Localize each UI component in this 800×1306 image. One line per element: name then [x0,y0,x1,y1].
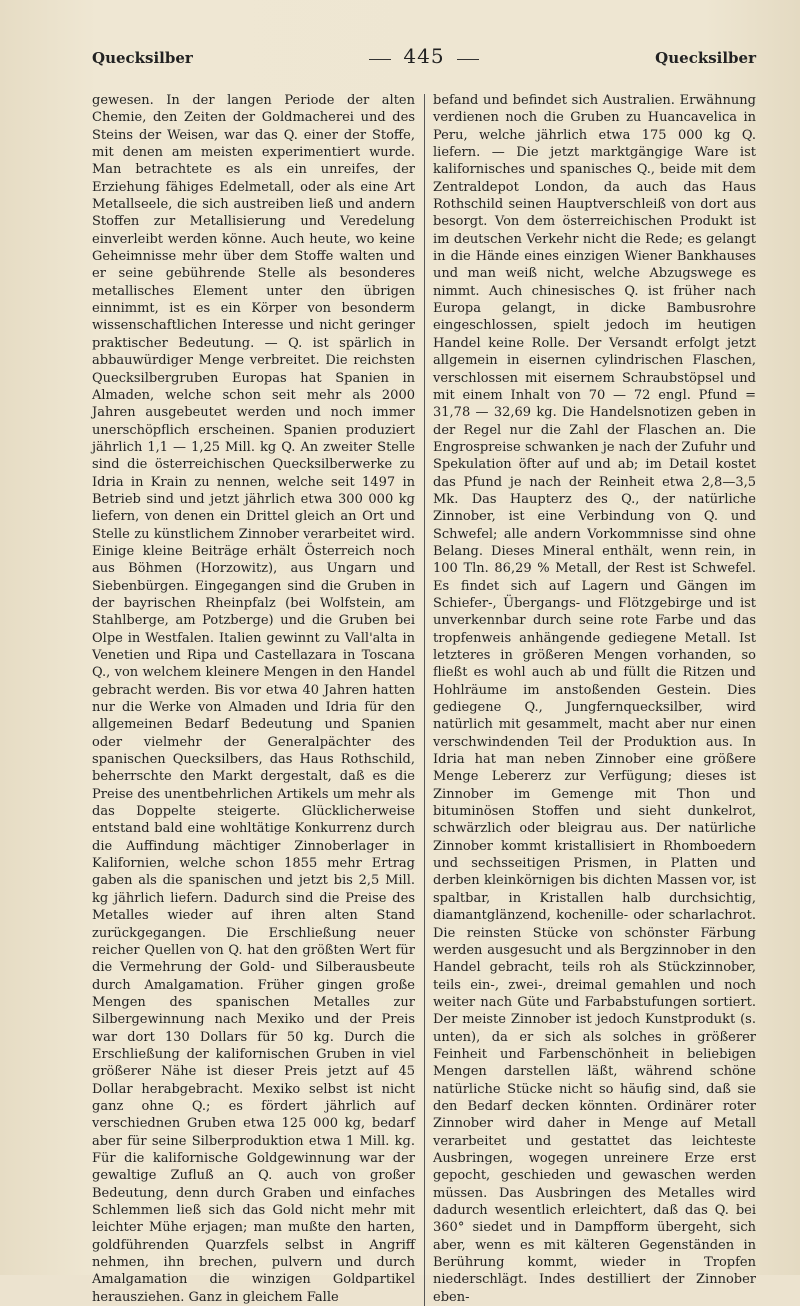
running-header [92,44,756,84]
column-divider [424,94,425,1306]
header-dash-right [457,59,479,60]
header-left-title: Quecksilber [92,49,193,67]
header-dash-left [369,59,391,60]
header-center [357,44,490,68]
left-column [92,92,415,1306]
header-right-title: Quecksilber [655,49,756,67]
text-columns [92,92,756,1306]
left-column-text: gewesen. In der langen Periode der alten Chemie, den Zeiten der Goldmacherei und des Steins der Weisen, war das Q. einer der Stoffe, mit denen am meisten experimentiert wurde. Man betrachtete es als ein unreifes, der Erziehung fähiges Edelmetall, oder als eine Art Metallseele, die sich austreiben ließ und andern Stoffen zur Metallisierung und Veredelung einverleibt werden könne. Auch heute, wo keine Geheimnisse mehr über dem Stoffe walten und er seine gebührende Stelle als besonderes metallisches Element unter den übrigen einnimmt, ist es ein Körper von besonderm wissenschaftlichen Interesse und nicht geringer praktischer Bedeutung. — Q. ist spärlich in abbauwürdiger Menge verbreitet. Die reichsten Quecksilbergruben Europas hat Spanien in Almaden, welche schon seit mehr als 2000 Jahren ausgebeutet werden und noch immer unerschöpflich erscheinen. Spanien produziert jährlich 1,1 — 1,25 Mill. kg Q. An zweiter Stelle sind die österreichischen Quecksilberwerke zu Idria in Krain zu nennen, welche seit 1497 in Betrieb sind und jetzt jährlich etwa 300 000 kg liefern, von denen ein Drittel gleich an Ort und Stelle zu künstlichem Zinnober verarbeitet wird. Einige kleine Beiträge erhält Österreich noch aus Böhmen (Horzowitz), aus Ungarn und Siebenbürgen. Eingegangen sind die Gruben in der bayrischen Rheinpfalz (bei Wolfstein, am Stahlberge, am Potzberge) und die Gruben bei Olpe in Westfalen. Italien gewinnt zu Vall'alta in Venetien und Ripa und Castellazara in Toscana Q., von welchem kleinere Mengen in den Handel gebracht werden. Bis vor etwa 40 Jahren hatten nur die Werke von Almaden und Idria für den allgemeinen Bedarf Bedeutung und Spanien oder vielmehr der Generalpächter des spanischen Quecksilbers, das Haus Rothschild, beherrschte den Markt dergestalt, daß es die Preise des unentbehrlichen Artikels um mehr als das Doppelte steigerte. Glücklicherweise entstand bald eine wohltätige Konkurrenz durch die Auffindung mächtiger Zinnoberlager in Kalifornien, welche schon 1855 mehr Ertrag gaben als die spanischen und jetzt bis 2,5 Mill. kg jährlich liefern. Dadurch sind die Preise des Metalles wieder auf ihren alten Stand zurückgegangen. Die Erschließung neuer reicher Quellen von Q. hat den größten Wert für die Vermehrung der Gold- und Silberausbeute durch Amalgamation. Früher gingen große Mengen des spanischen Metalles zur Silbergewinnung nach Mexiko und der Preis war dort 130 Dollars für 50 kg. Durch die Erschließung der kalifornischen Gruben in viel größerer Nähe ist dieser Preis jetzt auf 45 Dollar herabgebracht. Mexiko selbst ist nicht ganz ohne Q.; es fördert jährlich auf verschiednen Gruben etwa 125 000 kg, bedarf aber für seine Silberproduktion etwa 1 Mill. kg. Für die kalifornische Goldgewinnung war der gewaltige Zufluß an Q. auch von großer Bedeutung, denn durch Graben und einfaches Schlemmen ließ sich das Gold nicht mehr mit leichter Mühe erjagen; man mußte den harten, goldführenden Quarzfels selbst in Angriff nehmen, ihn brechen, pulvern und durch Amalgamation die winzigen Goldpartikel herausziehen. Ganz in gleichem Falle [92,93,415,1305]
right-column-text: befand und befindet sich Australien. Erwähnung verdienen noch die Gruben zu Huancavelica in Peru, welche jährlich etwa 175 000 kg Q. liefern. — Die jetzt marktgängige Ware ist kalifornisches und spanisches Q., beide mit dem Zentraldepot London, da auch das Haus Rothschild seinen Hauptverschleiß von dort aus besorgt. Von dem österreichischen Produkt ist im deutschen Verkehr nicht die Rede; es gelangt in die Hände eines einzigen Wiener Bankhauses und man weiß nicht, welche Abzugswege es nimmt. Auch chinesisches Q. ist früher nach Europa gelangt, in dicke Bambusrohre eingeschlossen, spielt jedoch im heutigen Handel keine Rolle. Der Versandt erfolgt jetzt allgemein in eisernen cylindrischen Flaschen, verschlossen mit eisernem Schraubstöpsel und mit einem Inhalt von 70 — 72 engl. Pfund = 31,78 — 32,69 kg. Die Handelsnotizen geben in der Regel nur die Zahl der Flaschen an. Die Engrospreise schwanken je nach der Zufuhr und Spekulation öfter auf und ab; im Detail kostet das Pfund je nach der Reinheit etwa 2,8—3,5 Mk. Das Haupterz des Q., der natürliche Zinnober, ist eine Verbindung von Q. und Schwefel; alle andern Vorkommnisse sind ohne Belang. Dieses Mineral enthält, wenn rein, in 100 Tln. 86,29 % Metall, der Rest ist Schwefel. Es findet sich auf Lagern und Gängen im Schiefer-, Übergangs- und Flötzgebirge und ist unverkennbar durch seine rote Farbe und das tropfenweis anhängende gediegene Metall. Ist letzteres in größeren Mengen vorhanden, so fließt es wohl auch ab und füllt die Ritzen und Hohlräume im anstoßenden Gestein. Dies gediegene Q., Jungfernquecksilber, wird natürlich mit gesammelt, macht aber nur einen verschwindenden Teil der Produktion aus. In Idria hat man neben Zinnober eine größere Menge Lebererz zur Verfügung; dieses ist Zinnober im Gemenge mit Thon und bituminösen Stoffen und sieht dunkelrot, schwärzlich oder bleigrau aus. Der natürliche Zinnober kommt kristallisiert in Rhomboedern und sechsseitigen Prismen, in Platten und derben kleinkörnigen bis dichten Massen vor, ist spaltbar, in Kristallen halb durchsichtig, diamantglänzend, kochenille- oder scharlachrot. Die reinsten Stücke von schönster Färbung werden ausgesucht und als Bergzinnober in den Handel gebracht, teils roh als Stückzinnober, teils ein-, zwei-, dreimal gemahlen und noch weiter nach Güte und Farbabstufungen sortiert. Der meiste Zinnober ist jedoch Kunstprodukt (s. unten), da er sich als solches in größerer Feinheit und Farbenschönheit in beliebigen Mengen darstellen läßt, während schöne natürliche Stücke nicht so häufig sind, daß sie den Bedarf decken könnten. Ordinärer roter Zinnober wird daher in Menge auf Metall verarbeitet und gestattet das leichteste Ausbringen, wogegen unreinere Erze erst gepocht, geschieden und gewaschen werden müssen. Das Ausbringen des Metalles wird dadurch wesentlich erleichtert, daß das Q. bei 360° siedet und in Dampfform übergeht, sich aber, wenn es mit kälteren Gegenständen in Berührung kommt, wieder in Tropfen niederschlägt. Indes destilliert der Zinnober eben- [433,93,756,1305]
page-number: 445 [403,44,445,68]
right-column [433,92,756,1306]
